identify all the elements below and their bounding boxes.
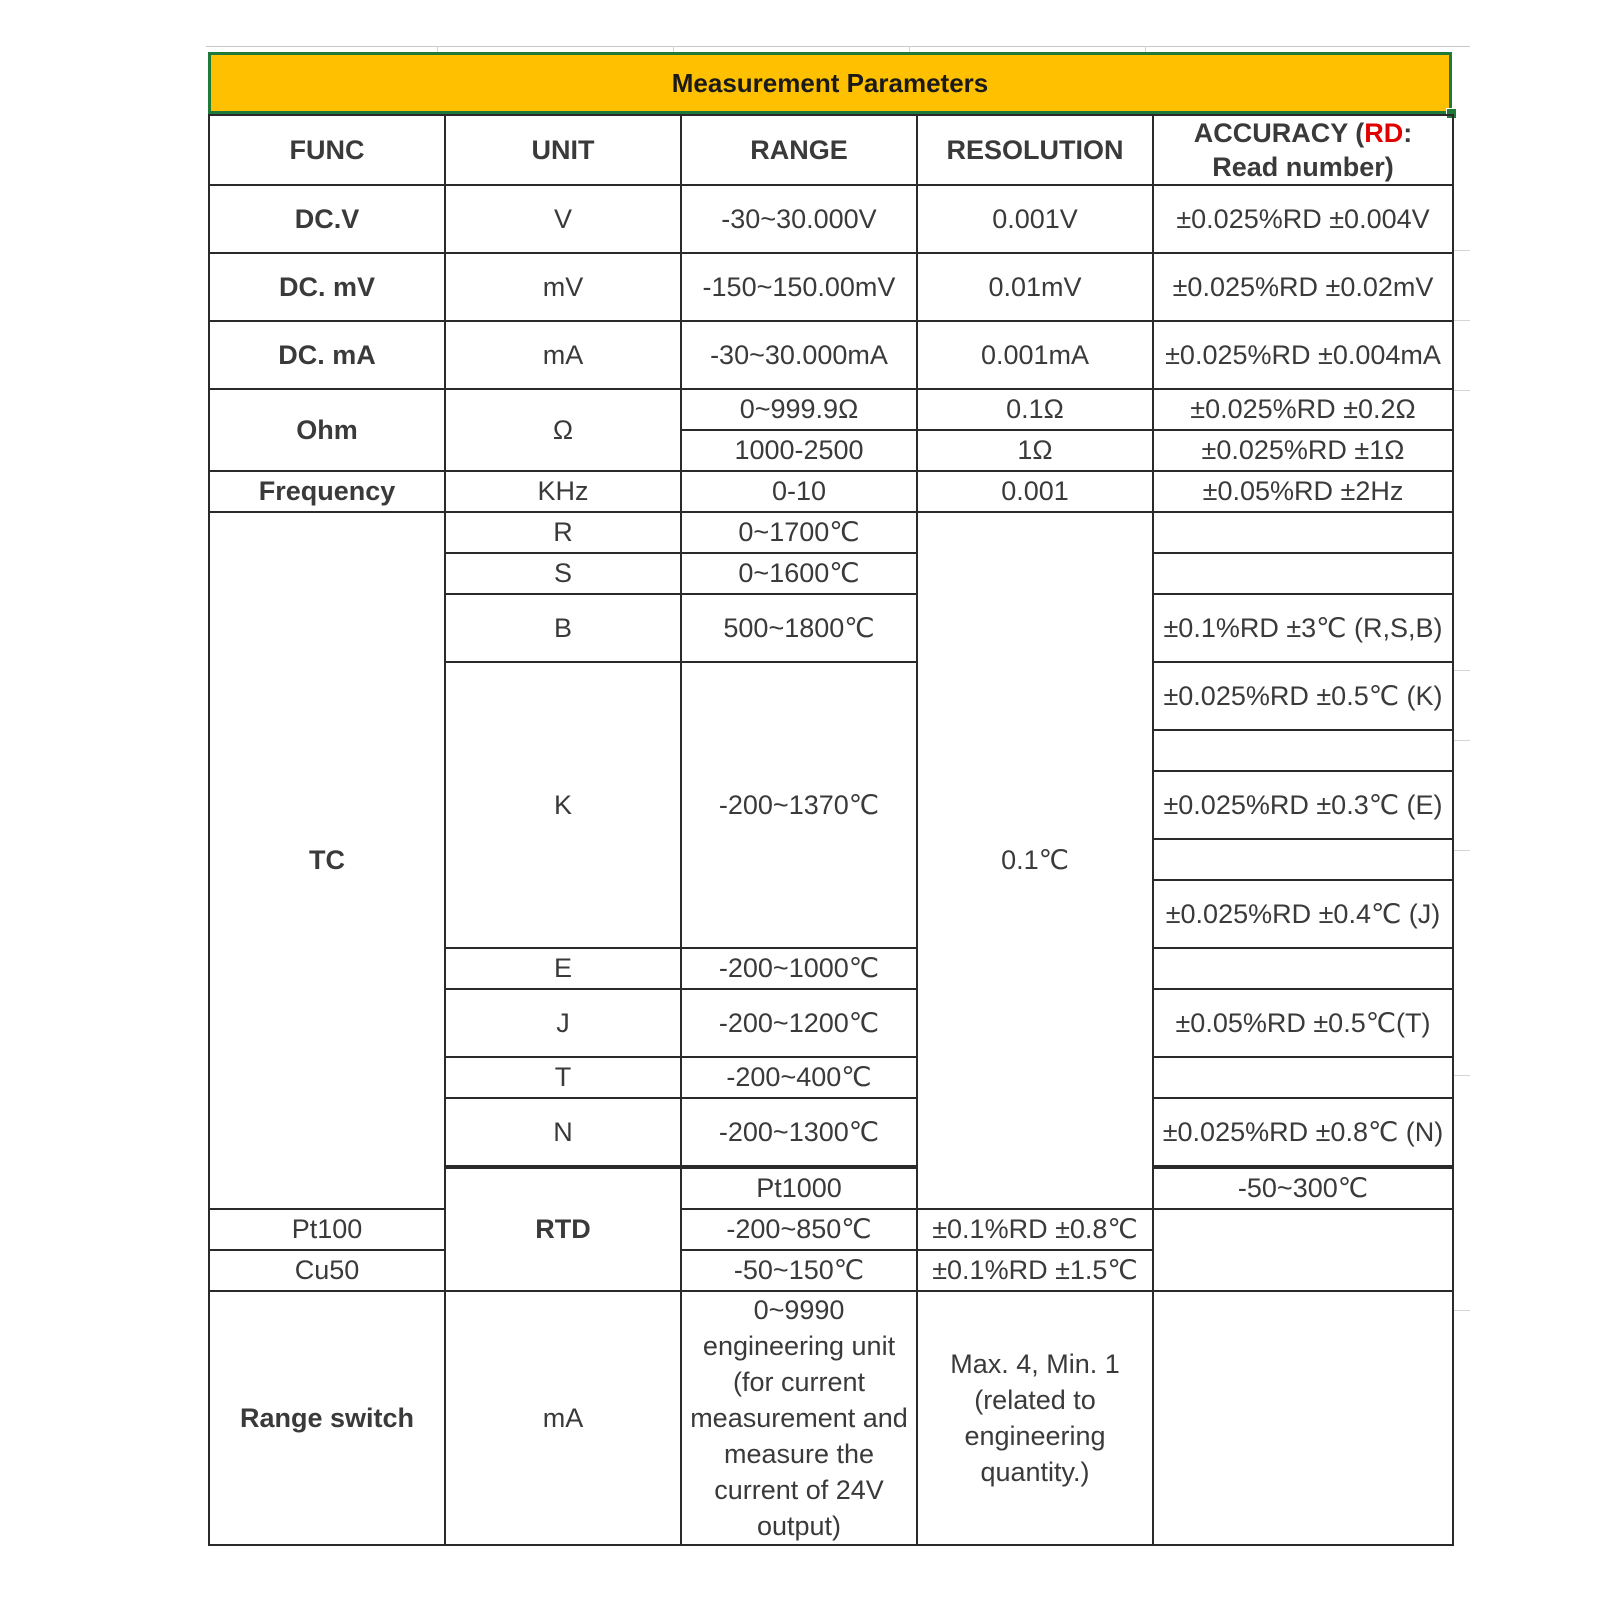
cell-range[interactable]: -50~150℃ [681, 1250, 917, 1291]
header-accuracy-line2: Read number) [1212, 152, 1394, 182]
cell-accuracy-empty[interactable] [1153, 839, 1453, 880]
sheet-gridline [1452, 850, 1470, 851]
cell-func[interactable]: Ohm [209, 389, 445, 471]
cell-unit[interactable]: N [445, 1098, 681, 1166]
cell-unit[interactable]: Pt1000 [681, 1168, 917, 1209]
table-row-ohm-1 [209, 389, 1453, 430]
cell-unit[interactable]: B [445, 594, 681, 662]
table-row-dcmv [209, 253, 1453, 321]
cell-accuracy-empty[interactable] [1153, 553, 1453, 594]
cell-unit[interactable]: Pt100 [209, 1209, 445, 1250]
cell-unit[interactable]: K [445, 662, 681, 948]
cell-accuracy[interactable]: ±0.025%RD ±0.004V [1153, 185, 1453, 253]
cell-func[interactable]: Frequency [209, 471, 445, 512]
cell-range[interactable]: 0~1600℃ [681, 553, 917, 594]
cell-range[interactable]: 1000-2500 [681, 430, 917, 471]
table-row-frequency [209, 471, 1453, 512]
cell-accuracy-empty[interactable] [1153, 948, 1453, 989]
cell-resolution[interactable]: 0.001 [917, 471, 1153, 512]
cell-range[interactable]: -200~850℃ [681, 1209, 917, 1250]
measurement-parameters-table [208, 114, 1454, 1546]
header-range[interactable]: RANGE [681, 115, 917, 185]
cell-unit[interactable]: mA [445, 321, 681, 389]
sheet-gridline [1452, 1310, 1470, 1311]
cell-func[interactable]: DC.V [209, 185, 445, 253]
table-title-cell[interactable] [208, 52, 1452, 114]
cell-accuracy[interactable]: ±0.1%RD ±3℃ (R,S,B) [1153, 594, 1453, 662]
cell-accuracy[interactable]: ±0.05%RD ±0.5℃(T) [1153, 989, 1453, 1057]
sheet-gridline [1452, 740, 1470, 741]
table-header-row [209, 115, 1453, 185]
cell-accuracy[interactable]: ±0.025%RD ±0.4℃ (J) [1153, 880, 1453, 948]
cell-resolution[interactable]: 0.01mV [917, 253, 1153, 321]
table-row-rtd-pt100 [209, 1209, 1453, 1250]
cell-accuracy-empty[interactable] [1153, 1057, 1453, 1098]
table-title: Measurement Parameters [671, 67, 989, 98]
cell-accuracy[interactable]: ±0.025%RD ±0.02mV [1153, 253, 1453, 321]
cell-accuracy[interactable]: ±0.025%RD ±1Ω [1153, 430, 1453, 471]
cell-range[interactable]: -200~400℃ [681, 1057, 917, 1098]
cell-resolution[interactable]: 0.1℃ [917, 512, 1153, 1209]
cell-unit[interactable]: mV [445, 253, 681, 321]
sheet-gridline [1452, 390, 1470, 391]
cell-accuracy[interactable]: ±0.1%RD ±1.5℃ [917, 1250, 1153, 1291]
cell-unit[interactable]: R [445, 512, 681, 553]
cell-accuracy-empty[interactable] [1153, 512, 1453, 553]
sheet-gridline [1452, 320, 1470, 321]
cell-unit[interactable]: E [445, 948, 681, 989]
sheet-gridline [1452, 670, 1470, 671]
header-unit[interactable]: UNIT [445, 115, 681, 185]
cell-resolution[interactable]: 0.001V [917, 185, 1153, 253]
cell-range[interactable]: 500~1800℃ [681, 594, 917, 662]
table-row-dcma [209, 321, 1453, 389]
cell-func[interactable]: DC. mA [209, 321, 445, 389]
cell-resolution[interactable]: 0.1Ω [917, 389, 1153, 430]
cell-accuracy[interactable]: ±0.05%RD ±2Hz [1153, 471, 1453, 512]
cell-accuracy-empty[interactable] [1153, 730, 1453, 771]
cell-accuracy-empty[interactable] [1153, 1291, 1453, 1545]
cell-accuracy[interactable]: ±0.025%RD ±0.004mA [1153, 321, 1453, 389]
cell-resolution[interactable]: Max. 4, Min. 1 (related to engineering quantity.) [917, 1291, 1153, 1545]
cell-range[interactable]: 0-10 [681, 471, 917, 512]
cell-range[interactable]: -200~1200℃ [681, 989, 917, 1057]
header-accuracy-colon: : [1403, 118, 1413, 148]
header-accuracy-rd: RD [1364, 118, 1404, 148]
cell-func[interactable]: DC. mV [209, 253, 445, 321]
cell-unit[interactable]: Ω [445, 389, 681, 471]
sheet-gridline [206, 46, 1470, 47]
cell-resolution[interactable]: 1Ω [917, 430, 1153, 471]
cell-range[interactable]: -200~1300℃ [681, 1098, 917, 1166]
cell-accuracy[interactable]: ±0.025%RD ±0.2Ω [1153, 389, 1453, 430]
header-accuracy-text: ACCURACY ( [1193, 118, 1365, 148]
cell-range[interactable]: -30~30.000V [681, 185, 917, 253]
cell-range[interactable]: -200~1000℃ [681, 948, 917, 989]
table-row-range-switch [209, 1291, 1453, 1545]
cell-range[interactable]: 0~9990 engineering unit (for current measurement and measure the current of 24V output) [681, 1291, 917, 1545]
cell-unit[interactable]: Cu50 [209, 1250, 445, 1291]
cell-unit[interactable]: KHz [445, 471, 681, 512]
cell-unit[interactable]: T [445, 1057, 681, 1098]
cell-range[interactable]: 0~999.9Ω [681, 389, 917, 430]
cell-range[interactable]: -30~30.000mA [681, 321, 917, 389]
cell-range[interactable]: -150~150.00mV [681, 253, 917, 321]
cell-range[interactable]: -50~300℃ [1153, 1168, 1453, 1209]
sheet-gridline [1452, 1075, 1470, 1076]
header-resolution[interactable]: RESOLUTION [917, 115, 1153, 185]
cell-resolution[interactable]: 0.001mA [917, 321, 1153, 389]
table-row-rtd-cu50 [209, 1250, 1453, 1291]
cell-unit[interactable]: mA [445, 1291, 681, 1545]
header-accuracy[interactable] [1153, 115, 1453, 185]
cell-func[interactable]: Range switch [209, 1291, 445, 1545]
cell-range[interactable]: 0~1700℃ [681, 512, 917, 553]
cell-accuracy[interactable]: ±0.025%RD ±0.8℃ (N) [1153, 1098, 1453, 1166]
cell-accuracy[interactable]: ±0.1%RD ±0.8℃ [917, 1209, 1153, 1250]
cell-accuracy[interactable]: ±0.025%RD ±0.5℃ (K) [1153, 662, 1453, 730]
cell-func[interactable]: RTD [445, 1168, 681, 1291]
cell-range[interactable]: -200~1370℃ [681, 662, 917, 948]
cell-accuracy[interactable]: ±0.025%RD ±0.3℃ (E) [1153, 771, 1453, 839]
cell-unit[interactable]: S [445, 553, 681, 594]
table-row-tc-r [209, 512, 1453, 553]
header-func[interactable]: FUNC [209, 115, 445, 185]
table-row-dcv [209, 185, 1453, 253]
cell-unit[interactable]: J [445, 989, 681, 1057]
sheet-gridline [1452, 250, 1470, 251]
cell-unit[interactable]: V [445, 185, 681, 253]
cell-func[interactable]: TC [209, 512, 445, 1209]
